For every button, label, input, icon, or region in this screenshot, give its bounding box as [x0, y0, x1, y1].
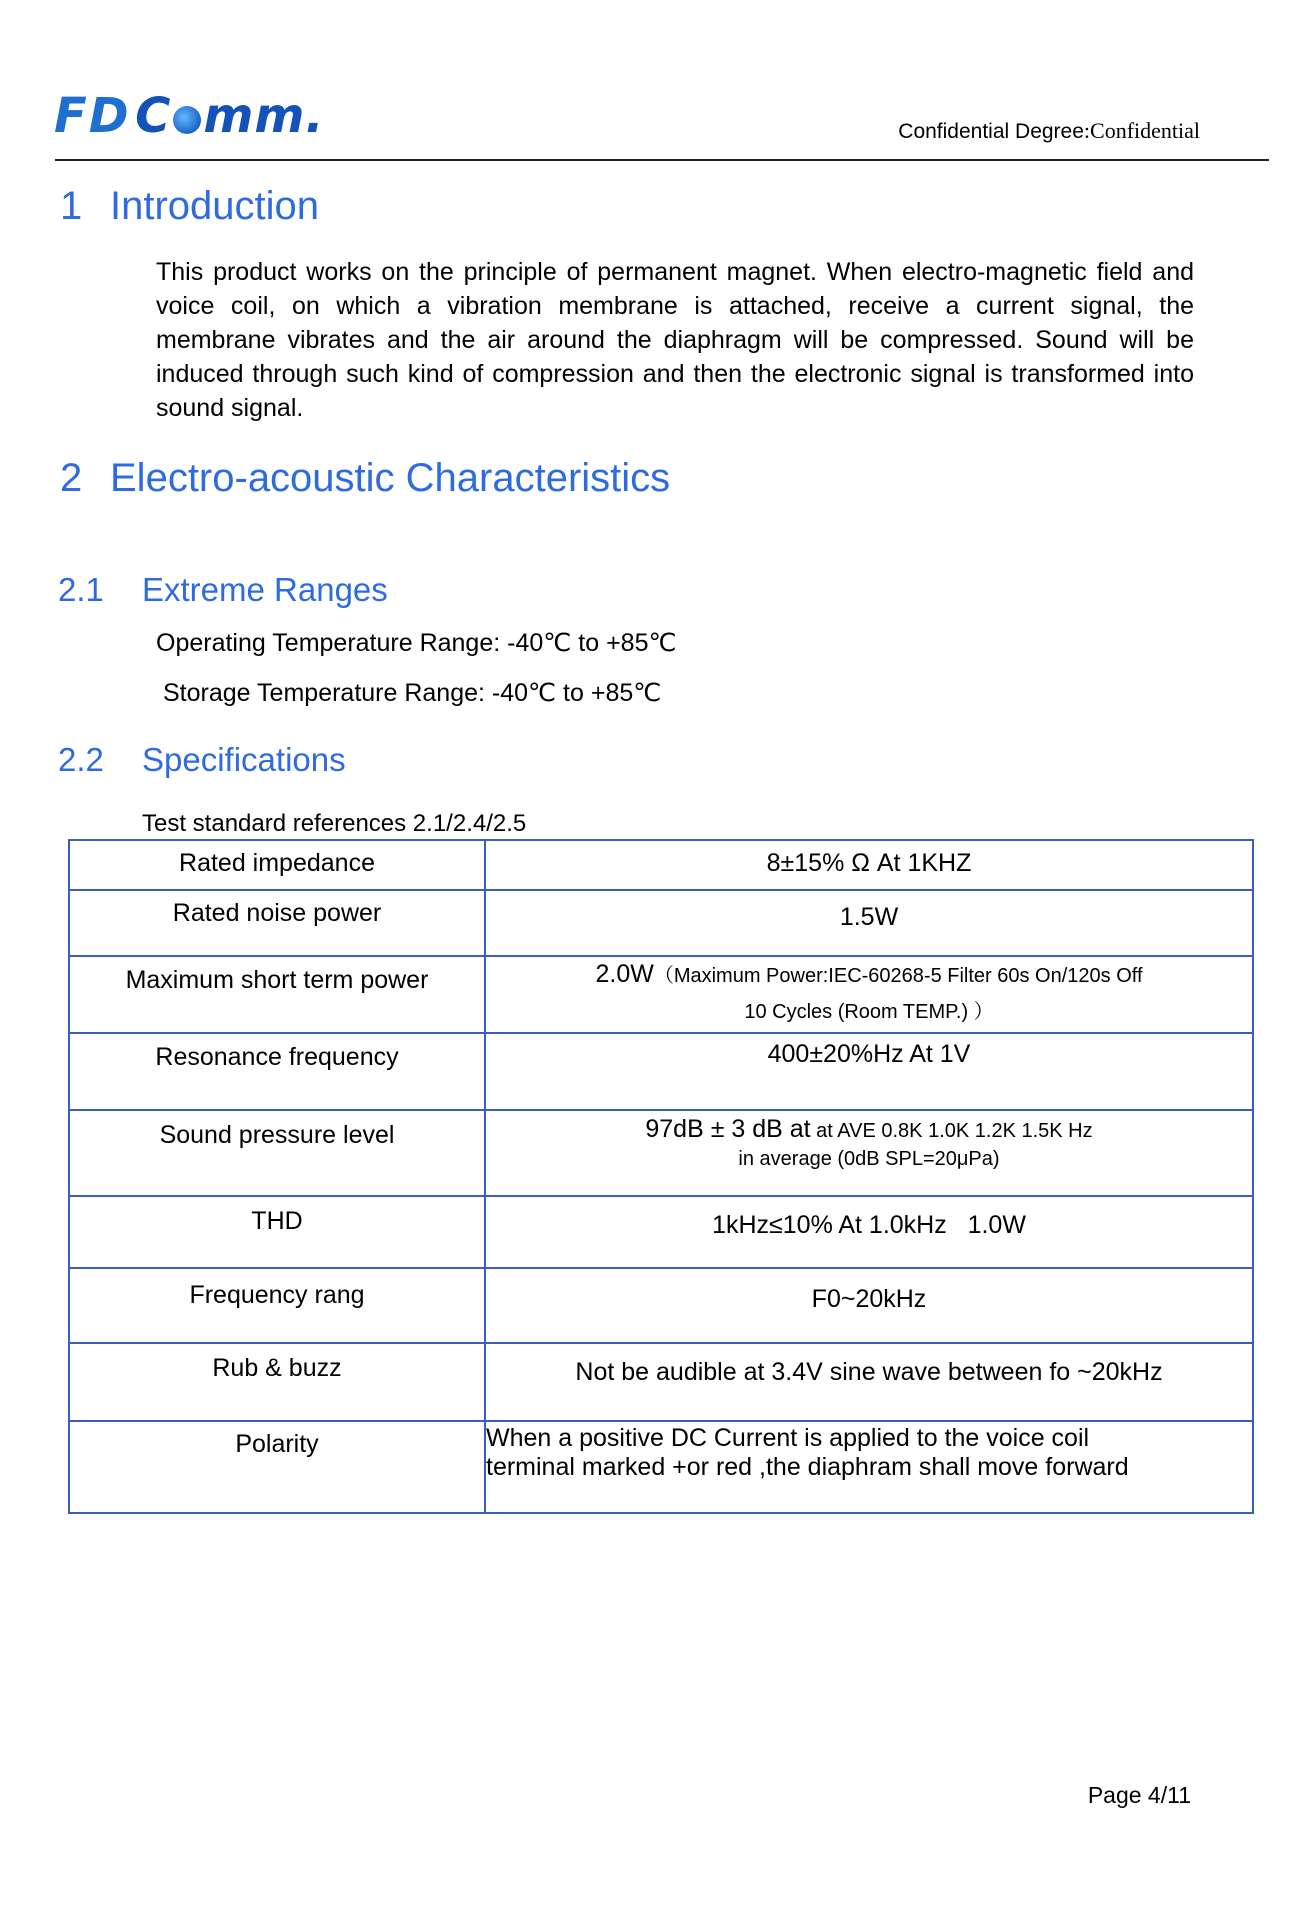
spec-value: 1.5W — [485, 890, 1253, 956]
section-number: 1 — [60, 184, 83, 228]
section-2-heading — [60, 456, 670, 501]
specifications-table — [68, 839, 1254, 1514]
section-title: Introduction — [110, 184, 320, 228]
test-standard-note: Test standard references 2.1/2.4/2.5 — [142, 810, 527, 837]
section-2-2-heading — [58, 741, 346, 779]
spec-value-note: 10 Cycles (Room TEMP.) ） — [744, 1001, 994, 1023]
table-row — [69, 1033, 1253, 1110]
logo-text-mm: mm. — [203, 88, 325, 144]
table-row — [69, 1110, 1253, 1196]
section-title: Specifications — [142, 741, 346, 778]
storage-temperature: Storage Temperature Range: -40℃ to +85℃ — [163, 679, 662, 707]
logo-text-c: C — [135, 88, 172, 144]
table-row — [69, 840, 1253, 890]
section-2-1-heading — [58, 571, 388, 609]
spec-key: Polarity — [69, 1421, 485, 1513]
spec-key: Rated impedance — [69, 840, 485, 890]
table-row — [69, 1343, 1253, 1421]
section-title: Extreme Ranges — [142, 571, 388, 608]
spec-value-note: （Maximum Power:IEC-60268-5 Filter 60s On/120s Off — [653, 965, 1143, 987]
confidential-label: Confidential Degree — [898, 120, 1084, 143]
spec-key: Frequency rang — [69, 1268, 485, 1343]
spec-key: Sound pressure level — [69, 1110, 485, 1196]
table-row — [69, 956, 1253, 1033]
section-number: 2.2 — [58, 741, 104, 778]
spec-value-line: When a positive DC Current is applied to the voice coil — [486, 1424, 1090, 1452]
spec-value-line: terminal marked +or red ,the diaphram shall move forward — [486, 1453, 1129, 1481]
spec-key: Resonance frequency — [69, 1033, 485, 1110]
spec-value: 1kHz≤10% At 1.0kHz 1.0W — [485, 1196, 1253, 1268]
spec-value — [485, 1110, 1253, 1196]
header-divider — [55, 159, 1269, 161]
spec-key: Rated noise power — [69, 890, 485, 956]
table-row — [69, 1421, 1253, 1513]
section-1-heading — [60, 184, 319, 229]
spec-value-main: 2.0W — [595, 960, 654, 988]
section-number: 2.1 — [58, 571, 104, 608]
section-number: 2 — [60, 456, 83, 500]
spec-value-note: in average (0dB SPL=20μPa) — [738, 1148, 1000, 1170]
spec-value: 400±20%Hz At 1V — [485, 1033, 1253, 1110]
logo-text-fd: FD — [54, 88, 131, 144]
spec-value — [485, 1421, 1253, 1513]
operating-temperature: Operating Temperature Range: -40℃ to +85℃ — [156, 629, 677, 657]
spec-value: F0~20kHz — [485, 1268, 1253, 1343]
table-row — [69, 1196, 1253, 1268]
section-title: Electro-acoustic Characteristics — [110, 456, 671, 500]
table-row — [69, 1268, 1253, 1343]
spec-key: Maximum short term power — [69, 956, 485, 1033]
globe-icon — [173, 106, 201, 134]
page-number: Page 4/11 — [1087, 1782, 1191, 1808]
confidential-degree — [898, 118, 1200, 144]
spec-value-note: at AVE 0.8K 1.0K 1.2K 1.5K Hz — [810, 1120, 1093, 1142]
spec-value: 8±15% Ω At 1KHZ — [485, 840, 1253, 890]
spec-key: THD — [69, 1196, 485, 1268]
table-row — [69, 890, 1253, 956]
spec-key: Rub & buzz — [69, 1343, 485, 1421]
confidential-value: :Confidential — [1083, 118, 1200, 143]
spec-value: Not be audible at 3.4V sine wave between fo ~20kHz — [485, 1343, 1253, 1421]
company-logo — [54, 88, 325, 144]
spec-value-main: 97dB ± 3 dB at — [645, 1115, 811, 1143]
introduction-paragraph: This product works on the principle of permanent magnet. When electro-magnetic field and voice coil, on which a vibration membrane is attached, receive a current signal, the membrane vibrates and the air around the diaphragm will be compressed. Sound will be induced through such kind of compression and then the electronic signal is transformed into sound signal. — [156, 258, 1194, 422]
spec-value — [485, 956, 1253, 1033]
